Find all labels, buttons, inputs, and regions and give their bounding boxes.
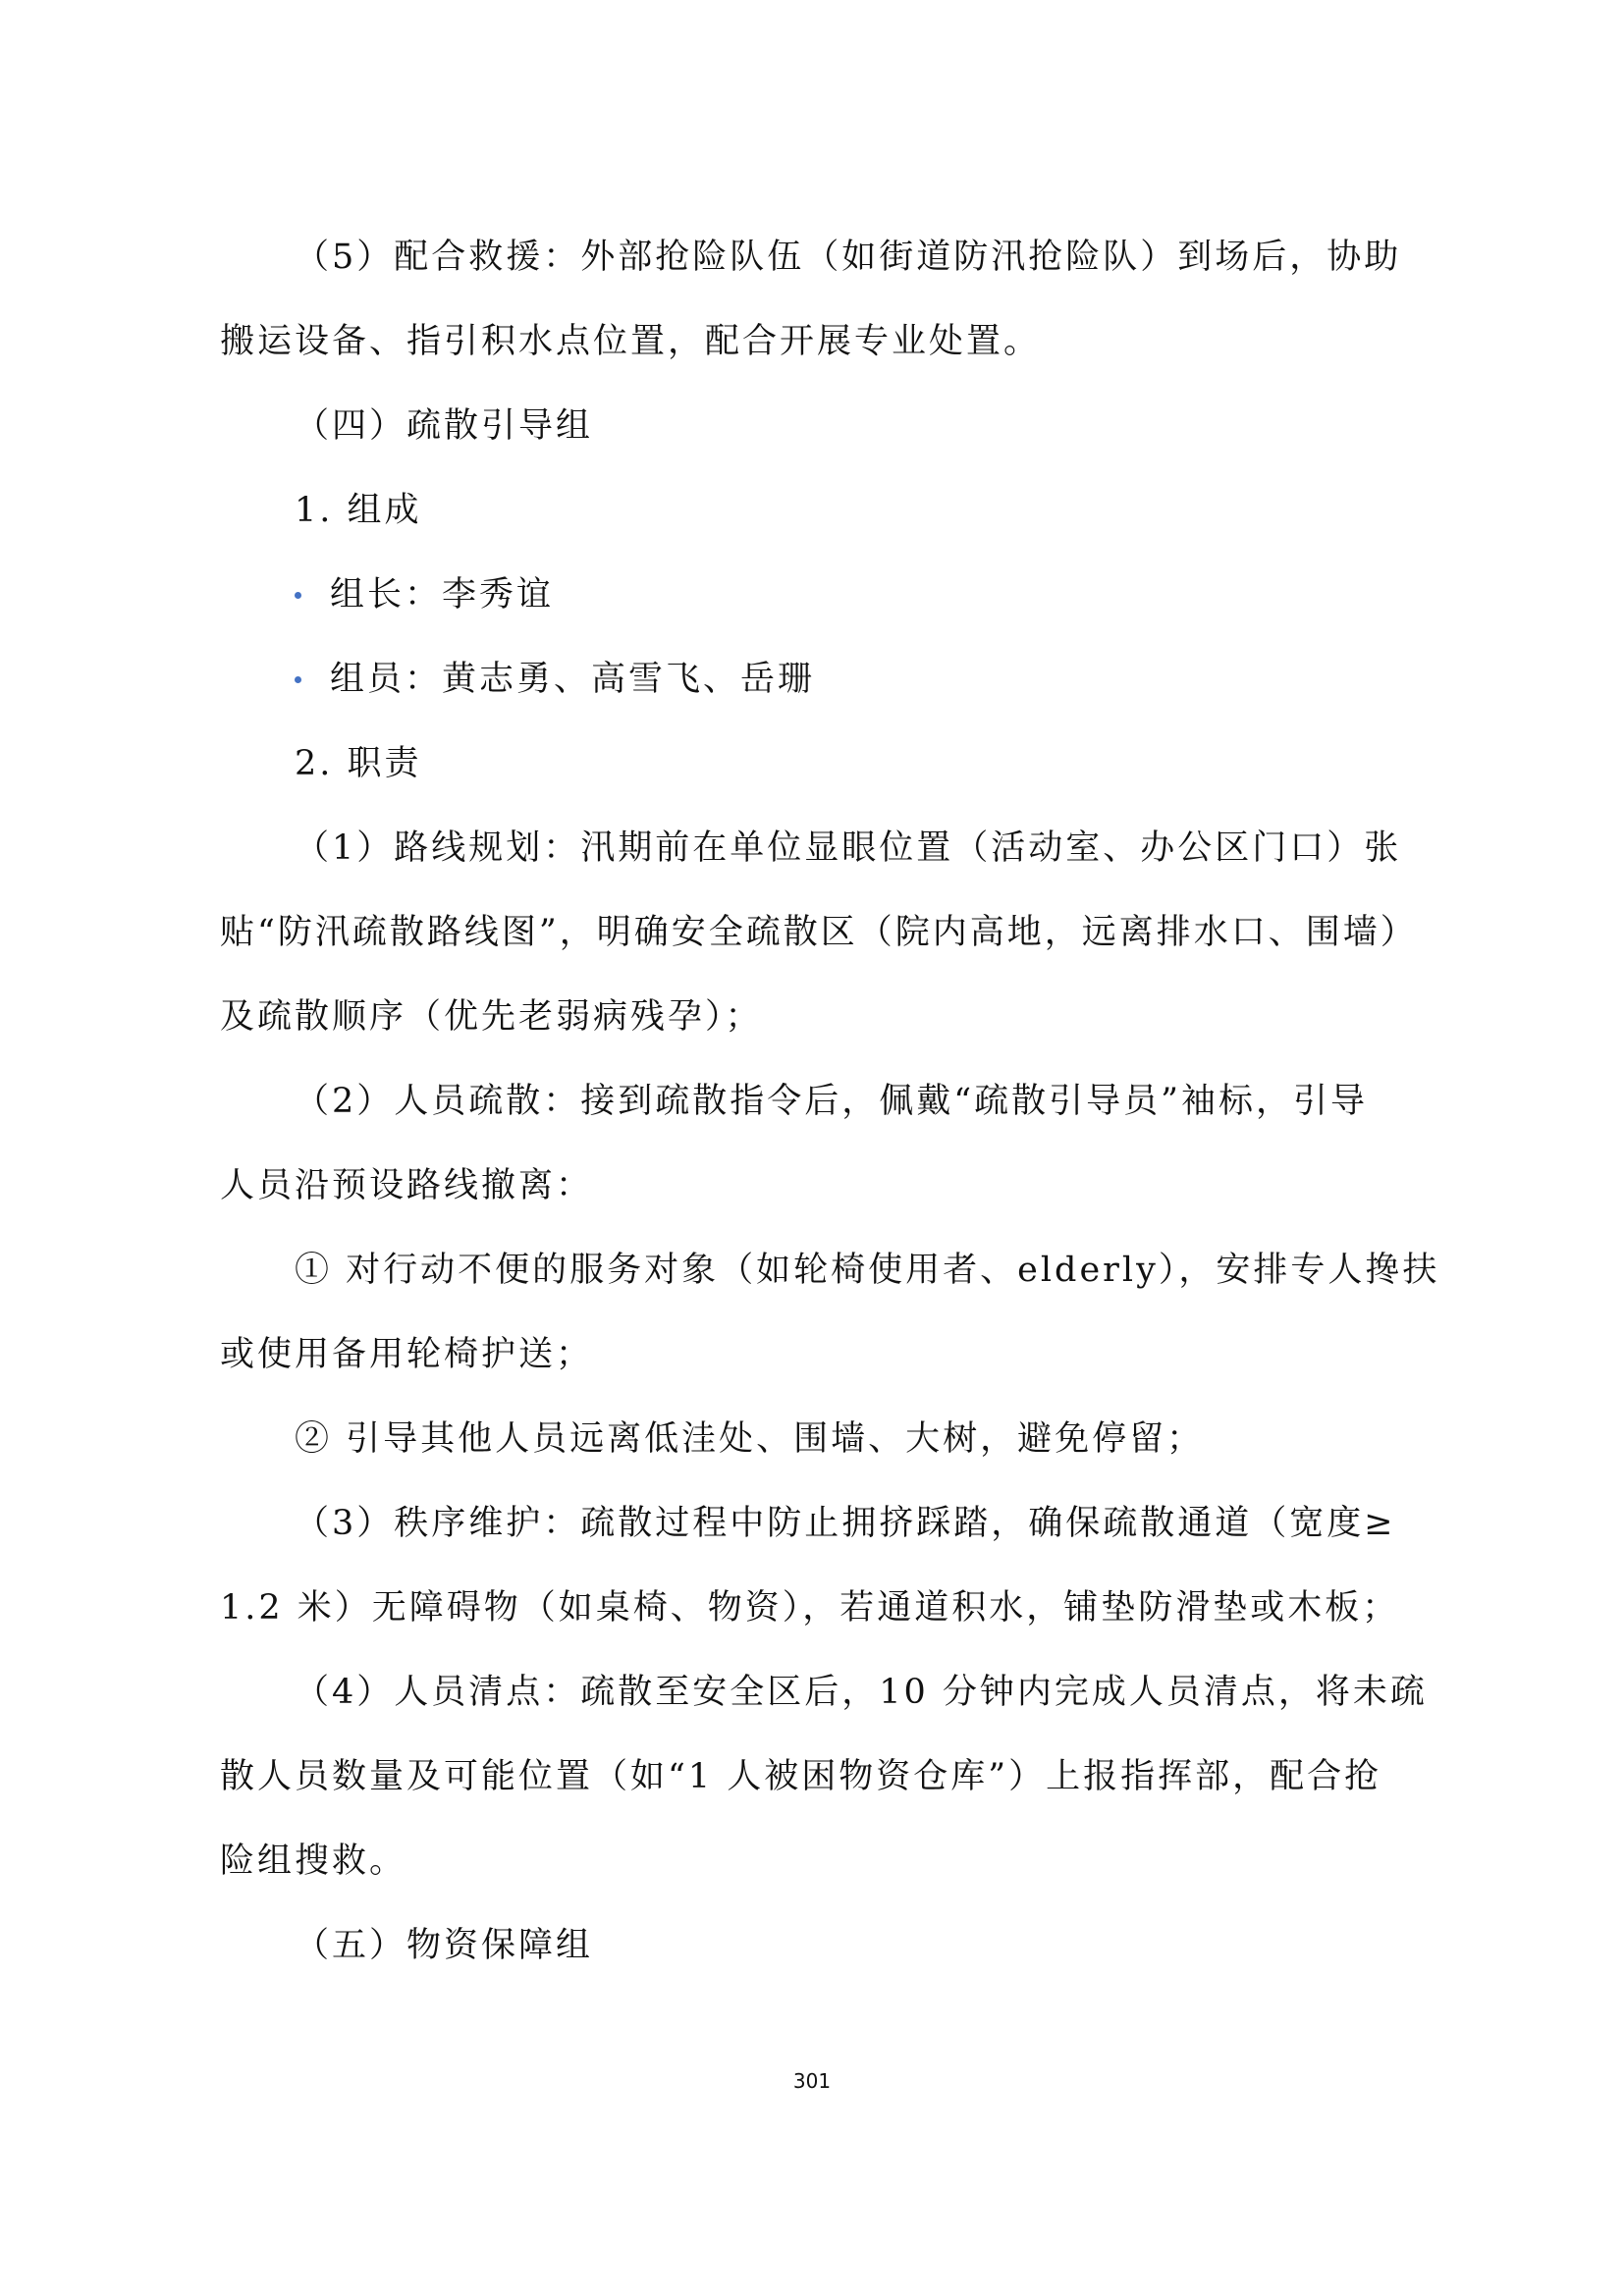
paragraph-order-maintenance-line2: 1.2 米）无障碍物（如桌椅、物资），若通道积水，铺垫防滑垫或木板；	[220, 1588, 1400, 1628]
paragraph-headcount-line2: 散人员数量及可能位置（如“1 人被困物资仓库”）上报指挥部，配合抢	[220, 1757, 1382, 1796]
paragraph-route-planning-line1: （1）路线规划：汛期前在单位显眼位置（活动室、办公区门口）张	[295, 828, 1402, 868]
paragraph-coordinate-rescue-line1: （5）配合救援：外部抢险队伍（如街道防汛抢险队）到场后，协助	[295, 238, 1402, 277]
paragraph-headcount-line1: （4）人员清点：疏散至安全区后，10 分钟内完成人员清点，将未疏	[295, 1673, 1428, 1712]
paragraph-route-planning-line3: 及疏散顺序（优先老弱病残孕）；	[220, 997, 763, 1037]
paragraph-evacuation-item2: ② 引导其他人员远离低洼处、围墙、大树，避免停留；	[295, 1419, 1205, 1459]
list-item-members-text: 组员：黄志勇、高雪飞、岳珊	[330, 660, 816, 699]
page-number: 301	[792, 2069, 832, 2093]
paragraph-route-planning-line2: 贴“防汛疏散路线图”，明确安全疏散区（院内高地，远离排水口、围墙）	[220, 913, 1418, 952]
list-item-leader-text: 组长：李秀谊	[330, 575, 555, 614]
subheading-duties: 2. 职责	[295, 744, 422, 783]
paragraph-coordinate-rescue-line2: 搬运设备、指引积水点位置，配合开展专业处置。	[220, 322, 1042, 361]
paragraph-headcount-line3: 险组搜救。	[220, 1842, 407, 1881]
subheading-composition: 1. 组成	[295, 491, 422, 530]
section-heading-supplies-group: （五）物资保障组	[295, 1926, 594, 1965]
paragraph-evacuation-line2: 人员沿预设路线撤离：	[220, 1166, 594, 1205]
bullet-dot-icon	[295, 676, 301, 683]
paragraph-evacuation-item1-line1: ① 对行动不便的服务对象（如轮椅使用者、elderly），安排专人搀扶	[295, 1251, 1440, 1290]
paragraph-evacuation-line1: （2）人员疏散：接到疏散指令后，佩戴“疏散引导员”袖标，引导	[295, 1082, 1369, 1121]
bullet-dot-icon	[295, 592, 301, 599]
paragraph-order-maintenance-line1: （3）秩序维护：疏散过程中防止拥挤踩踏，确保疏散通道（宽度≥	[295, 1504, 1396, 1543]
paragraph-evacuation-item1-line2: 或使用备用轮椅护送；	[220, 1335, 594, 1374]
section-heading-evacuation-group: （四）疏散引导组	[295, 406, 594, 446]
